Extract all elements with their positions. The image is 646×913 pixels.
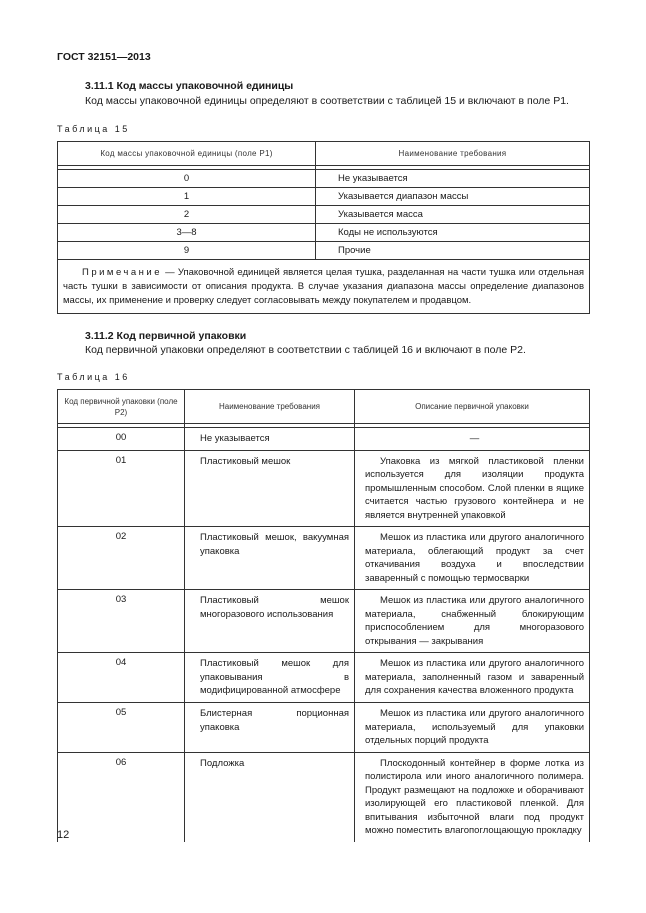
table-row bbox=[58, 242, 590, 260]
table-cell-name: Прочие bbox=[316, 242, 590, 260]
table-row bbox=[58, 428, 590, 451]
table-cell-code: 0 bbox=[58, 170, 316, 188]
table-cell-code: 00 bbox=[58, 428, 185, 451]
table-cell-description: Мешок из пластика или другого аналогичного материала, используемый для упаковки отдельных порций продукта bbox=[355, 703, 590, 753]
section-title-3-11-1: 3.11.1 Код массы упаковочной единицы bbox=[85, 80, 294, 92]
table-cell-description: Плоскодонный контейнер в форме лотка из полистирола или иного аналогичного полимера. Продукт размещают на подложке и оборачивают изолирующей его пластиковой пленкой. Для впитывания избыточной влаги под продукт можно поместить влагопоглощающую прокладку bbox=[355, 752, 590, 842]
table-row bbox=[58, 188, 590, 206]
table-cell-description: Мешок из пластика или другого аналогичного материала, снабженный блокирующим приспособлением для многоразового открывания — закрывания bbox=[355, 590, 590, 653]
table-row bbox=[58, 590, 590, 653]
table-header-cell: Описание первичной упаковки bbox=[355, 390, 590, 424]
table-cell-code: 9 bbox=[58, 242, 316, 260]
table-cell-name: Подложка bbox=[185, 752, 355, 842]
table-cell-name: Пластиковый мешок многоразового использования bbox=[185, 590, 355, 653]
table-16 bbox=[57, 389, 590, 842]
table-header-row bbox=[58, 390, 590, 424]
note-text: — Упаковочной единицей является целая тушка, разделанная на части тушка или отдельная часть тушки в зависимости от описания продукта. В случае указания диапазона массы определение диапазонов массы, их применение и проверку следует согласовывать между покупателем и продавцом. bbox=[63, 267, 584, 306]
table-row bbox=[58, 527, 590, 590]
table-cell-code: 05 bbox=[58, 703, 185, 753]
table-row bbox=[58, 206, 590, 224]
table-cell-code: 2 bbox=[58, 206, 316, 224]
table-cell-name: Не указывается bbox=[185, 428, 355, 451]
table-cell-code: 01 bbox=[58, 450, 185, 527]
table-cell-description: Упаковка из мягкой пластиковой пленки используется для изоляции продукта промышленным способом. Слой пленки в ящике считается частью грузового контейнера и не является внутренней упаковкой bbox=[355, 450, 590, 527]
table-note bbox=[58, 260, 590, 314]
section-text-3-11-1: Код массы упаковочной единицы определяют в соответствии с таблицей 15 и включают в поле Р1. bbox=[85, 95, 569, 107]
section-title-3-11-2: 3.11.2 Код первичной упаковки bbox=[85, 330, 247, 342]
table-row bbox=[58, 703, 590, 753]
table-row bbox=[58, 224, 590, 242]
table-cell-name: Пластиковый мешок для упаковывания в модифицированной атмосфере bbox=[185, 653, 355, 703]
table-header-cell: Код первичной упаковки (поле Р2) bbox=[58, 390, 185, 424]
table-cell-code: 04 bbox=[58, 653, 185, 703]
table-header-cell: Наименование требования bbox=[185, 390, 355, 424]
table-header-row bbox=[58, 142, 590, 166]
table-cell-code: 1 bbox=[58, 188, 316, 206]
table-cell-name: Не указывается bbox=[316, 170, 590, 188]
table-cell-description: — bbox=[355, 428, 590, 451]
document-header: ГОСТ 32151—2013 bbox=[57, 51, 151, 63]
page-number: 12 bbox=[57, 829, 70, 841]
table-cell-name: Блистерная порционная упаковка bbox=[185, 703, 355, 753]
table-cell-code: 3—8 bbox=[58, 224, 316, 242]
table-cell-name: Пластиковый мешок, вакуумная упаковка bbox=[185, 527, 355, 590]
table-note-row bbox=[58, 260, 590, 314]
table-cell-name: Указывается масса bbox=[316, 206, 590, 224]
table-row bbox=[58, 170, 590, 188]
table-cell-code: 03 bbox=[58, 590, 185, 653]
section-text-3-11-2: Код первичной упаковки определяют в соответствии с таблицей 16 и включают в поле Р2. bbox=[85, 344, 526, 356]
table-15 bbox=[57, 141, 590, 314]
table-cell-code: 06 bbox=[58, 752, 185, 842]
table-cell-name: Пластиковый мешок bbox=[185, 450, 355, 527]
table-header-cell: Наименование требования bbox=[316, 142, 590, 166]
table-cell-description: Мешок из пластика или другого аналогичного материала, облегающий продукт за счет откачивания воздуха и впоследствии заваренный с помощью термосварки bbox=[355, 527, 590, 590]
table-cell-name: Указывается диапазон массы bbox=[316, 188, 590, 206]
table-cell-code: 02 bbox=[58, 527, 185, 590]
table-header-cell: Код массы упаковочной единицы (поле Р1) bbox=[58, 142, 316, 166]
note-label: Примечание bbox=[82, 267, 162, 278]
table-cell-name: Коды не используются bbox=[316, 224, 590, 242]
table-row bbox=[58, 653, 590, 703]
table-cell-description: Мешок из пластика или другого аналогичного материала, заполненный газом и заваренный для сохранения качества вложенного продукта bbox=[355, 653, 590, 703]
table-15-caption: Таблица 15 bbox=[57, 124, 130, 134]
table-row bbox=[58, 450, 590, 527]
table-row bbox=[58, 752, 590, 842]
table-16-caption: Таблица 16 bbox=[57, 372, 130, 382]
